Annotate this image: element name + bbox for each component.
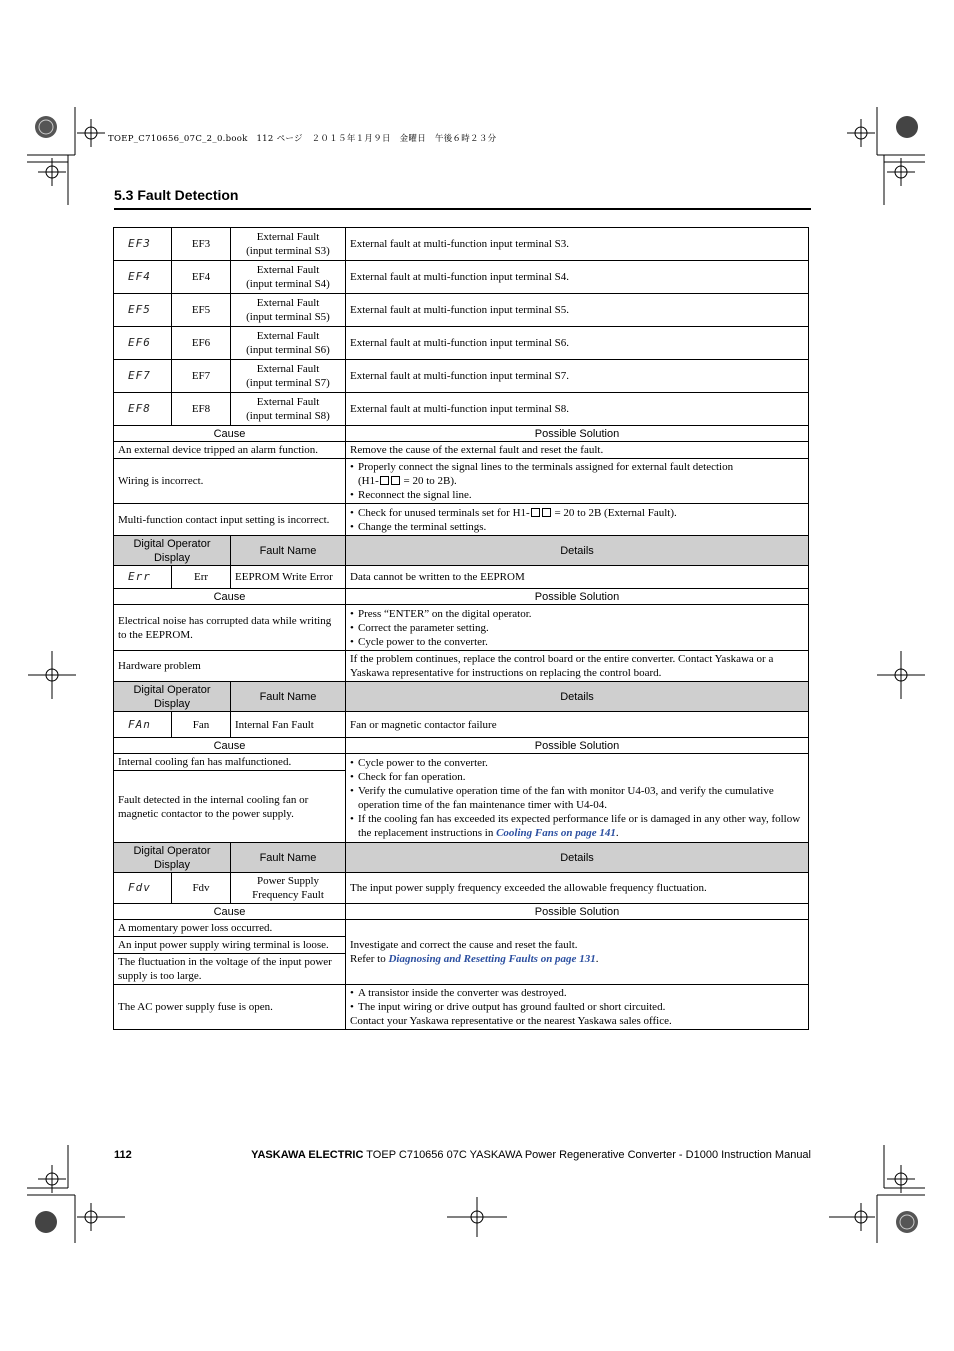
solution-header: Possible Solution — [346, 589, 809, 605]
fault-details: External fault at multi-function input terminal S4. — [346, 261, 809, 294]
fault-name: EEPROM Write Error — [231, 566, 346, 589]
fault-code: EF4 — [172, 261, 231, 294]
fault-details: External fault at multi-function input terminal S8. — [346, 393, 809, 426]
cause-header: Cause — [114, 904, 346, 920]
fault-details: External fault at multi-function input terminal S6. — [346, 327, 809, 360]
fault-code: Fan — [172, 712, 231, 738]
fault-name: External Fault (input terminal S6) — [231, 327, 346, 360]
cause-cell: An input power supply wiring terminal is loose. — [114, 937, 346, 954]
details-header: Details — [346, 843, 809, 873]
cause-cell: Hardware problem — [114, 651, 346, 682]
operator-display: FAn — [114, 712, 172, 738]
table-header-row — [114, 843, 809, 873]
fault-name: External Fault (input terminal S5) — [231, 294, 346, 327]
solution-cell: Remove the cause of the external fault and reset the fault. — [346, 442, 809, 459]
details-header: Details — [346, 536, 809, 566]
table-row — [114, 651, 809, 682]
solution-cell: • A transistor inside the converter was destroyed. • The input wiring or drive output has ground faulted or short circuited. Contact your Yaskawa representative or the nearest Yaskawa sales office. — [346, 985, 809, 1030]
section-divider — [114, 208, 811, 210]
fault-details: External fault at multi-function input terminal S3. — [346, 228, 809, 261]
table-row — [114, 920, 809, 937]
table-row — [114, 566, 809, 589]
solution-cell: Investigate and correct the cause and reset the fault. Refer to Diagnosing and Resetting Faults on page 131. — [346, 920, 809, 985]
fault-code: EF3 — [172, 228, 231, 261]
cause-cell: A momentary power loss occurred. — [114, 920, 346, 937]
cause-header-row — [114, 589, 809, 605]
cause-cell: An external device tripped an alarm function. — [114, 442, 346, 459]
fault-details: Data cannot be written to the EEPROM — [346, 566, 809, 589]
fault-name: Power Supply Frequency Fault — [231, 873, 346, 904]
cause-header-row — [114, 904, 809, 920]
fault-details: External fault at multi-function input terminal S5. — [346, 294, 809, 327]
cooling-fans-link[interactable]: Cooling Fans on page 141 — [496, 827, 616, 839]
table-row — [114, 605, 809, 651]
cause-header: Cause — [114, 738, 346, 754]
solution-header: Possible Solution — [346, 426, 809, 442]
page-number: 112 — [114, 1149, 132, 1161]
table-row — [114, 442, 809, 459]
cause-cell: Electrical noise has corrupted data while writing to the EEPROM. — [114, 605, 346, 651]
display-header: Digital Operator Display — [114, 843, 231, 873]
fault-table — [113, 227, 809, 1030]
diagnosing-faults-link[interactable]: Diagnosing and Resetting Faults on page 131 — [388, 953, 596, 965]
table-row — [114, 873, 809, 904]
cause-header-row — [114, 426, 809, 442]
fault-details: The input power supply frequency exceeded the allowable frequency fluctuation. — [346, 873, 809, 904]
table-row — [114, 712, 809, 738]
operator-display: EF3 — [114, 228, 172, 261]
fault-name: External Fault (input terminal S7) — [231, 360, 346, 393]
operator-display: EF8 — [114, 393, 172, 426]
table-row — [114, 393, 809, 426]
solution-cell: • Cycle power to the converter. • Check for fan operation. • Verify the cumulative operation time of the fan with monitor U4-03, and verify the cumulative operation time of the fan maintenance timer with U4-04. • If the cooling fan has exceeded its expected performance life or is damaged in any other way, follow the replacement instructions in Cooling Fans on page 141. — [346, 754, 809, 843]
solution-header: Possible Solution — [346, 738, 809, 754]
operator-display: EF4 — [114, 261, 172, 294]
cause-cell: The AC power supply fuse is open. — [114, 985, 346, 1030]
table-row — [114, 261, 809, 294]
cause-cell: Internal cooling fan has malfunctioned. — [114, 754, 346, 771]
fault-code: EF7 — [172, 360, 231, 393]
fault-name: External Fault (input terminal S4) — [231, 261, 346, 294]
cause-cell: The fluctuation in the voltage of the input power supply is too large. — [114, 954, 346, 985]
section-title: 5.3 Fault Detection — [114, 187, 239, 203]
table-row — [114, 754, 809, 771]
cause-cell: Wiring is incorrect. — [114, 459, 346, 504]
solution-cell: If the problem continues, replace the control board or the entire converter. Contact Yaskawa or a Yaskawa representative for instructions on replacing the control board. — [346, 651, 809, 682]
details-header: Details — [346, 682, 809, 712]
table-row — [114, 504, 809, 536]
operator-display: Err — [114, 566, 172, 589]
fault-details: External fault at multi-function input terminal S7. — [346, 360, 809, 393]
operator-display: Fdv — [114, 873, 172, 904]
cause-header: Cause — [114, 426, 346, 442]
fault-name: External Fault (input terminal S8) — [231, 393, 346, 426]
cause-cell: Multi-function contact input setting is incorrect. — [114, 504, 346, 536]
table-row — [114, 228, 809, 261]
solution-cell: • Press “ENTER” on the digital operator. • Correct the parameter setting. • Cycle power to the converter. — [346, 605, 809, 651]
fault-name-header: Fault Name — [231, 682, 346, 712]
table-row — [114, 985, 809, 1030]
operator-display: EF5 — [114, 294, 172, 327]
fault-code: Err — [172, 566, 231, 589]
fault-name-header: Fault Name — [231, 536, 346, 566]
table-header-row — [114, 682, 809, 712]
fault-name: External Fault (input terminal S3) — [231, 228, 346, 261]
cause-header-row — [114, 738, 809, 754]
cause-header: Cause — [114, 589, 346, 605]
footer-title: YASKAWA ELECTRIC TOEP C710656 07C YASKAWA Power Regenerative Converter - D1000 Instruction Manual — [251, 1149, 811, 1161]
fault-code: EF5 — [172, 294, 231, 327]
fault-details: Fan or magnetic contactor failure — [346, 712, 809, 738]
solution-cell: • Properly connect the signal lines to the terminals assigned for external fault detection (H1- = 20 to 2B). • Reconnect the signal line. — [346, 459, 809, 504]
solution-cell: • Check for unused terminals set for H1- = 20 to 2B (External Fault). • Change the terminal settings. — [346, 504, 809, 536]
cause-cell: Fault detected in the internal cooling fan or magnetic contactor to the power supply. — [114, 771, 346, 843]
fault-code: Fdv — [172, 873, 231, 904]
fault-name-header: Fault Name — [231, 843, 346, 873]
display-header: Digital Operator Display — [114, 682, 231, 712]
table-row — [114, 360, 809, 393]
display-header: Digital Operator Display — [114, 536, 231, 566]
table-row — [114, 294, 809, 327]
fault-code: EF6 — [172, 327, 231, 360]
fault-code: EF8 — [172, 393, 231, 426]
table-row — [114, 459, 809, 504]
table-header-row — [114, 536, 809, 566]
fault-name: Internal Fan Fault — [231, 712, 346, 738]
book-header: TOEP_C710656_07C_2_0.book 112 ページ ２０１５年１月９日 金曜日 午後６時２３分 — [108, 134, 497, 144]
table-row — [114, 327, 809, 360]
operator-display: EF6 — [114, 327, 172, 360]
operator-display: EF7 — [114, 360, 172, 393]
solution-header: Possible Solution — [346, 904, 809, 920]
